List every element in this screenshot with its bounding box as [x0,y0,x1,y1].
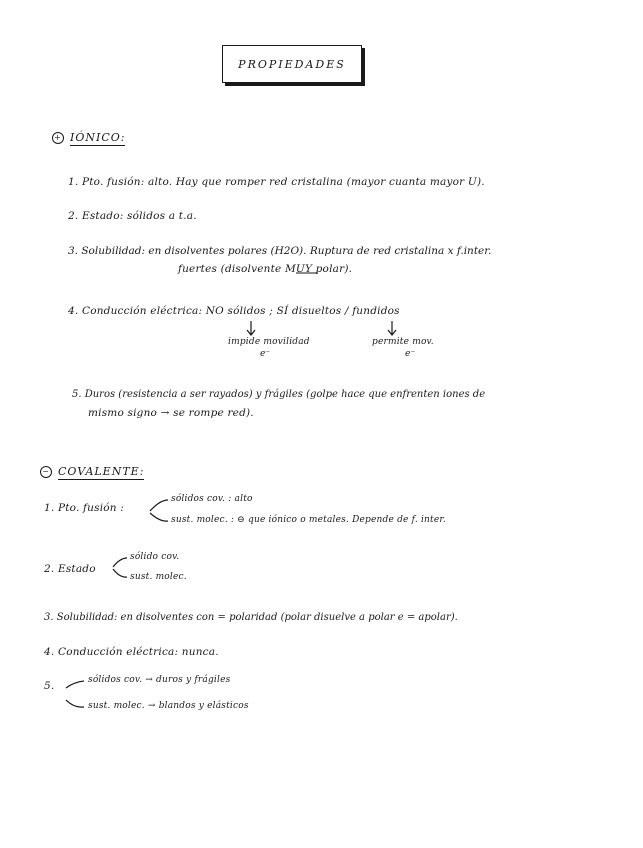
ionico-item-4-solid-note: impide movilidad [228,337,310,347]
ionico-item-3: 3. Solubilidad: en disolventes polares (H2O). Ruptura de red cristalina x f.inter. [68,245,492,257]
ionico-heading-text: IÓNICO: [70,131,126,144]
page-title: PROPIEDADES [222,45,362,83]
covalente-item-3: 3. Solubilidad: en disolventes con = polaridad (polar disuelve a polar e = apolar). [44,612,458,623]
covalente-item-2-molec: sust. molec. [130,572,187,582]
branch-5 [66,681,84,707]
covalente-item-2-label: 2. Estado [44,563,96,575]
ionico-item-5: 5. Duros (resistencia a ser rayados) y frágiles (golpe hace que enfrenten iones de [72,389,486,400]
covalente-item-2-solid: sólido cov. [130,552,180,562]
ionico-item-4-dissolved-e: e⁻ [405,349,416,359]
branch-2 [113,558,127,577]
ionico-item-5-cont: mismo signo → se rompe red). [88,407,254,419]
covalente-item-5-solid: sólidos cov. → duros y frágiles [88,675,231,685]
plus-circle-icon: + [52,132,64,144]
ionico-item-1: 1. Pto. fusión: alto. Hay que romper red cristalina (mayor cuanta mayor U). [68,176,485,188]
covalente-heading [40,465,144,478]
covalente-item-1-solid: sólidos cov. : alto [171,494,253,504]
covalente-item-1-label: 1. Pto. fusión : [44,502,125,514]
ionico-item-4-solid-e: e⁻ [260,349,271,359]
ionico-item-4-dissolved-note: permite mov. [372,337,434,347]
ionico-heading [52,131,125,144]
covalente-heading-text: COVALENTE: [58,465,145,478]
ionico-item-3-cont: fuertes (disolvente MUY polar). [178,263,353,275]
branch-1 [150,500,168,521]
covalente-item-1-molec: sust. molec. : ⊖ que iónico o metales. Depende de f. inter. [171,515,446,525]
covalente-item-5-molec: sust. molec. → blandos y elásticos [88,701,249,711]
ionico-item-4: 4. Conducción eléctrica: NO sólidos ; SÍ disueltos / fundidos [68,305,400,317]
minus-circle-icon: − [40,466,52,478]
covalente-item-4: 4. Conducción eléctrica: nunca. [44,646,219,658]
ionico-item-2: 2. Estado: sólidos a t.a. [68,210,197,222]
covalente-item-5-label: 5. [44,680,55,692]
